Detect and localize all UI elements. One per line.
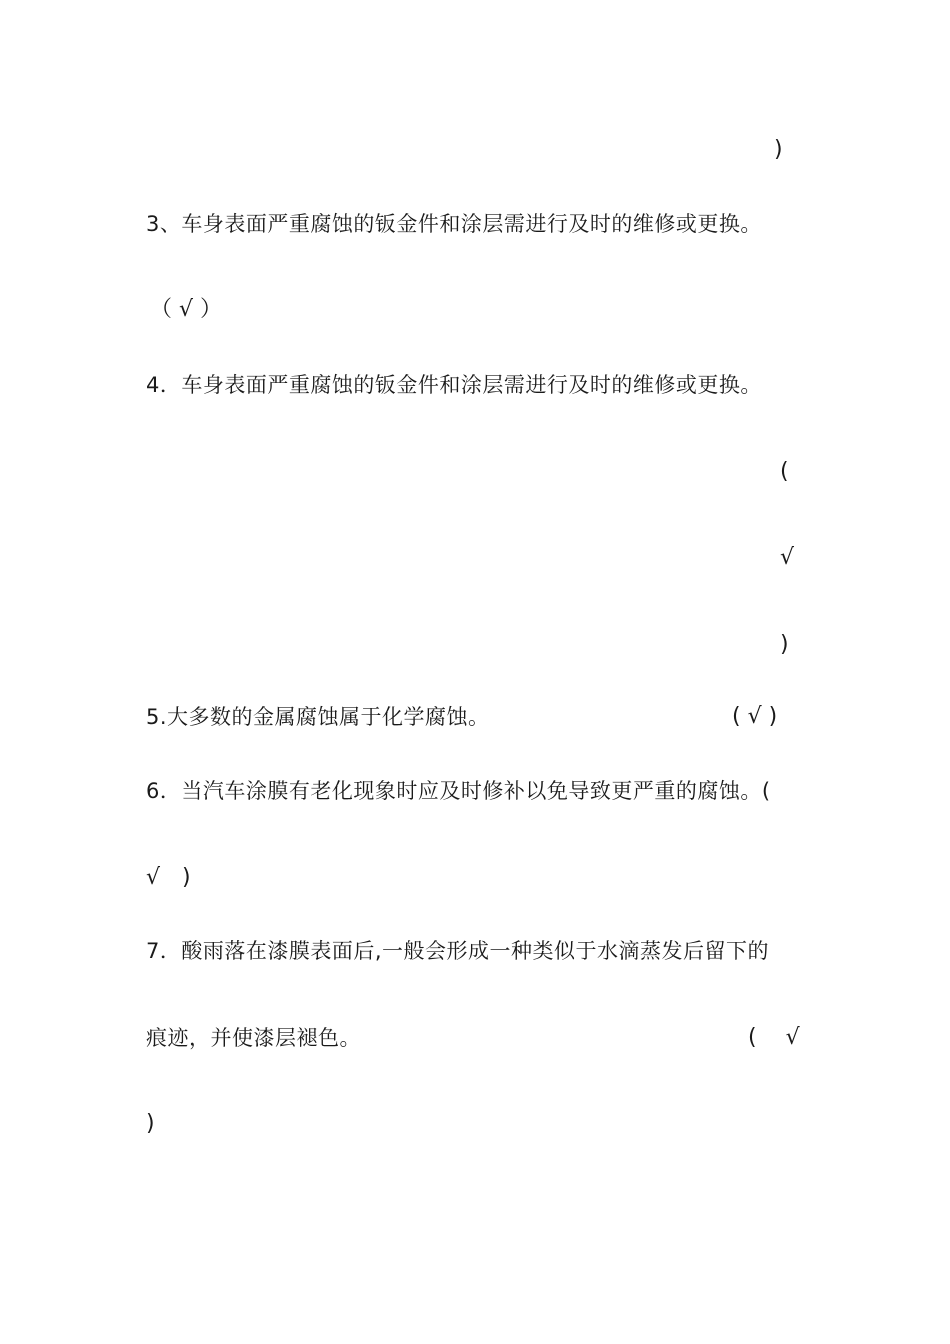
question-5-text: 5.大多数的金属腐蚀属于化学腐蚀。 bbox=[146, 705, 490, 729]
question-3-text: 3、车身表面严重腐蚀的钣金件和涂层需进行及时的维修或更换。 bbox=[146, 212, 762, 236]
question-7-text-line1: 7．酸雨落在漆膜表面后,一般会形成一种类似于水滴蒸发后留下的 bbox=[146, 939, 770, 963]
question-7-close-paren: ) bbox=[146, 1111, 155, 1136]
question-6-text: 6．当汽车涂膜有老化现象时应及时修补以免导致更严重的腐蚀。( bbox=[146, 779, 771, 803]
question-3-answer: （ √ ） bbox=[150, 297, 223, 322]
question-7-text-line2: 痕迹，并使漆层褪色。 bbox=[146, 1026, 361, 1050]
question-7-answer: ( √ bbox=[748, 1025, 800, 1050]
question-4-open-paren: ( bbox=[780, 459, 789, 484]
close-paren: ) bbox=[774, 137, 783, 162]
question-4-close-paren: ) bbox=[780, 632, 789, 657]
question-5-answer: ( √ ) bbox=[732, 704, 778, 729]
question-6-answer: √ ) bbox=[146, 865, 191, 890]
question-4-text: 4．车身表面严重腐蚀的钣金件和涂层需进行及时的维修或更换。 bbox=[146, 373, 762, 397]
question-4-check: √ bbox=[780, 545, 795, 570]
